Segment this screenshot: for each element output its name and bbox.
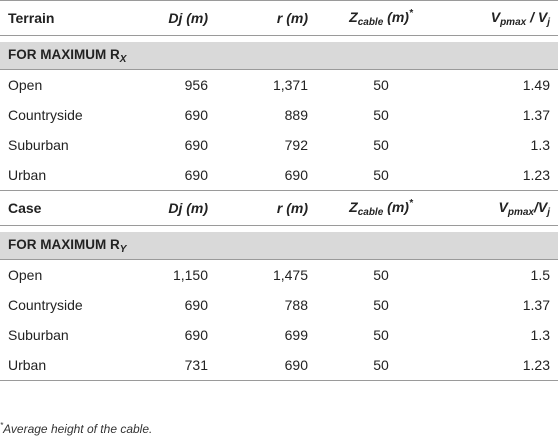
header-zcable-sub: cable: [357, 207, 384, 218]
cell-z: 50: [373, 77, 389, 93]
table-row: [0, 160, 558, 191]
header-zcable-sub: cable: [357, 17, 384, 28]
table-row: [0, 320, 558, 350]
cell-z: 50: [373, 267, 389, 283]
cell-v: 1.3: [530, 137, 550, 153]
table-row: [0, 260, 558, 291]
cell-r: 788: [284, 297, 308, 313]
cell-terrain: Urban: [0, 160, 118, 191]
cell-dj: 690: [184, 137, 208, 153]
table-header-row-2: [0, 191, 558, 226]
cell-v: 1.37: [522, 297, 550, 313]
cell-r: 1,371: [272, 77, 308, 93]
section-max-ry-label: [0, 232, 558, 260]
cell-r: 792: [284, 137, 308, 153]
cell-z: 50: [316, 350, 446, 381]
cell-r: 690: [216, 350, 316, 381]
table-row: [0, 290, 558, 320]
cell-z: 50: [316, 160, 446, 191]
cell-v: 1.3: [530, 327, 550, 343]
section-max-rx-sub: X: [119, 53, 127, 65]
header-terrain: Terrain: [0, 1, 118, 36]
header-zcable-footnote-mark: *: [408, 198, 413, 209]
cell-terrain: Open: [8, 267, 43, 283]
table-footnote: [0, 421, 152, 436]
cell-terrain: Urban: [0, 350, 118, 381]
table-row: [0, 130, 558, 160]
header-zcable-unit: (m): [383, 199, 409, 215]
cell-terrain: Open: [8, 77, 43, 93]
section-max-rx-text: FOR MAXIMUM R: [8, 46, 120, 62]
cell-dj: 690: [184, 297, 208, 313]
cell-z: 50: [373, 137, 389, 153]
section-max-ry-sub: Y: [119, 243, 127, 255]
header-v-sub: pmax: [500, 16, 527, 28]
header-v-main: V: [490, 8, 501, 25]
header-v-main: V: [498, 198, 508, 215]
cell-z: 50: [373, 297, 389, 313]
section-max-ry: [0, 232, 558, 260]
header-zcable: [316, 1, 446, 36]
header-case: Case: [0, 191, 118, 226]
header-v-sub2: j: [547, 16, 550, 28]
header-v-sep: / V: [526, 8, 548, 25]
section-max-rx: [0, 42, 558, 70]
header-zcable-footnote-mark: *: [408, 8, 413, 19]
header-v-sep: /V: [533, 198, 548, 215]
header-r: r (m): [216, 191, 316, 226]
header-dj: Dj (m): [118, 191, 216, 226]
header-r: r (m): [216, 1, 316, 36]
table-header-row-1: [0, 1, 558, 36]
cell-v: 1.37: [522, 107, 550, 123]
cell-r: 889: [284, 107, 308, 123]
cell-terrain: Countryside: [8, 297, 83, 313]
header-zcable-unit: (m): [383, 9, 409, 25]
table-row: [0, 70, 558, 101]
footnote-text: Average height of the cable.: [3, 422, 153, 436]
cell-dj: 1,150: [172, 267, 208, 283]
cell-r: 699: [284, 327, 308, 343]
cell-v: 1.23: [446, 160, 558, 191]
table-row: [0, 350, 558, 381]
cell-dj: 690: [184, 107, 208, 123]
cell-dj: 690: [184, 327, 208, 343]
header-dj: Dj (m): [118, 1, 216, 36]
section-max-ry-text: FOR MAXIMUM R: [8, 236, 120, 252]
cell-v: 1.5: [530, 267, 550, 283]
footnote-mark: *: [0, 421, 4, 430]
cell-terrain: Suburban: [8, 137, 69, 153]
cell-z: 50: [373, 327, 389, 343]
header-zcable: [316, 191, 446, 226]
cell-terrain: Suburban: [8, 327, 69, 343]
cell-v: 1.49: [522, 77, 550, 93]
header-v-sub2: j: [547, 206, 550, 218]
table-row: [0, 100, 558, 130]
header-zcable-main: Z: [349, 199, 358, 215]
header-zcable-main: Z: [349, 9, 358, 25]
cell-v: 1.23: [446, 350, 558, 381]
cell-terrain: Countryside: [8, 107, 83, 123]
cell-dj: 731: [118, 350, 216, 381]
header-v-sub: pmax: [507, 206, 534, 218]
cell-r: 1,475: [272, 267, 308, 283]
cell-r: 690: [216, 160, 316, 191]
cell-dj: 690: [118, 160, 216, 191]
header-vpmax-vj: [446, 1, 558, 36]
cell-dj: 956: [184, 77, 208, 93]
header-vpmax-vj: [446, 191, 558, 226]
section-max-rx-label: [0, 42, 558, 70]
cell-z: 50: [373, 107, 389, 123]
